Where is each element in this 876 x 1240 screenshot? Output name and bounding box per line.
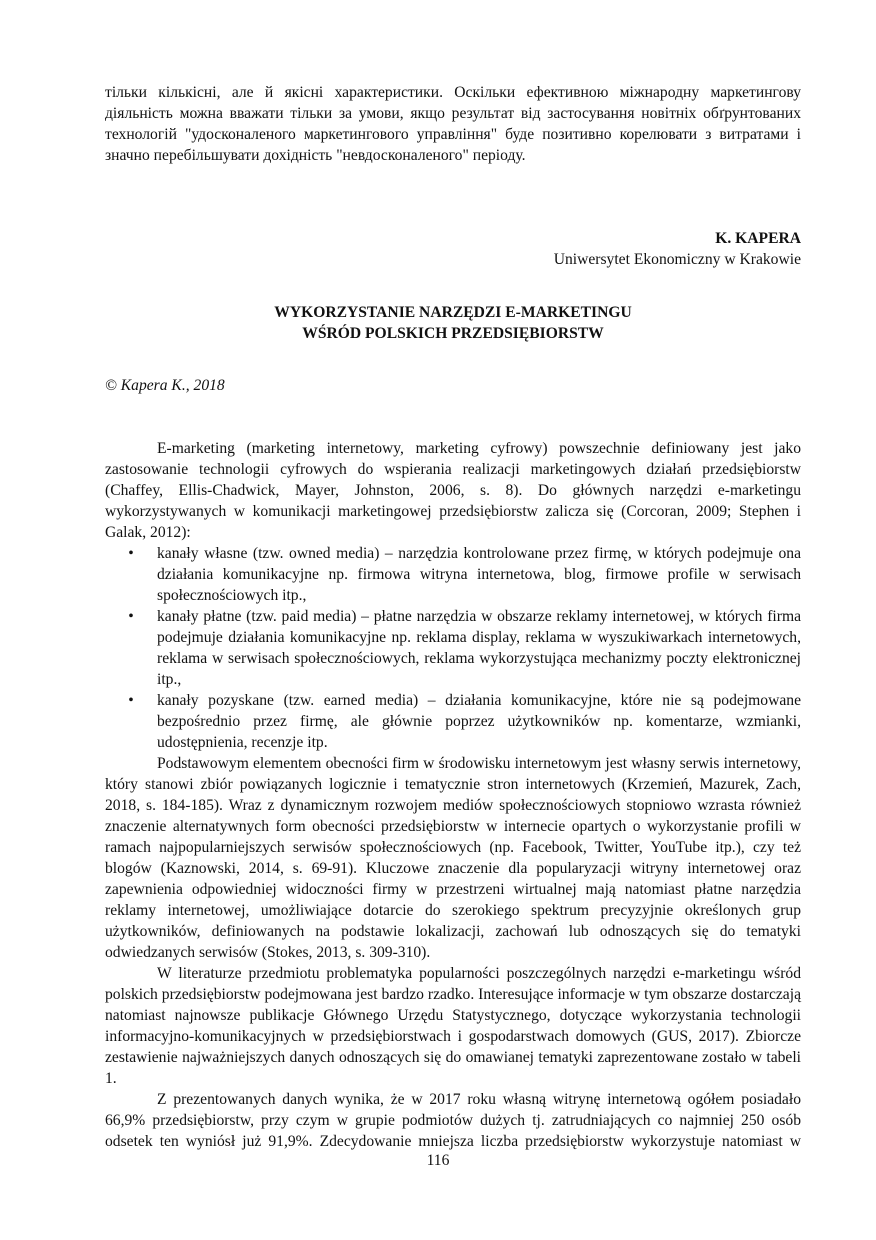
page-body xyxy=(105,82,801,1152)
author-affiliation: Uniwersytet Ekonomiczny w Krakowie xyxy=(553,251,801,268)
copyright-notice: © Kapera K., 2018 xyxy=(105,377,225,394)
author-block xyxy=(105,228,801,270)
list-item xyxy=(128,690,801,753)
previous-article-closing-paragraph: тільки кількісні, але й якісні характеристики. Оскільки ефективною міжнародну маркетингову діяльність можна вважати тільки за умови, якщо результат від застосування новітніх обґрунтованих технологій "удосконаленого маркетингового управління" буде позитивно корелювати з витратами і значно перебільшувати дохідність "невдосконаленого" періоду. xyxy=(105,84,801,164)
body-paragraph: Z prezentowanych danych wynika, że w 2017 roku własną witrynę internetową ogółem posiadało 66,9% przedsiębiorstw, przy czym w grupie podmiotów dużych tj. zatrudniających co najmniej 250 osób odsetek ten wyniósł już 91,9%. Zdecydowanie mniejsza liczba przedsiębiorstw wykorzystuje natomiast w xyxy=(105,1091,801,1150)
page-number: 116 xyxy=(426,1152,450,1169)
media-channels-list xyxy=(105,543,801,753)
bullet-icon: • xyxy=(128,608,134,625)
body-paragraph: Podstawowym elementem obecności firm w środowisku internetowym jest własny serwis internetowy, który stanowi zbiór powiązanych logicznie i tematycznie stron internetowych (Krzemień, Mazurek, Zach, 2018, s. 184-185). Wraz z dynamicznym rozwojem mediów społecznościowych stopniowo wzrasta również znaczenie alternatywnych form obecności przedsiębiorstw w internecie opartych o wykorzystanie profili w ramach najpopularniejszych serwisów społecznościowych (np. Facebook, Twitter, YouTube itp.), czy też blogów (Kaznowski, 2014, s. 69-91). Kluczowe znaczenie dla popularyzacji witryny internetowej oraz zapewnienia odpowiedniej widoczności firmy w przestrzeni wirtualnej mają natomiast płatne narzędzia reklamy internetowej, umożliwiające dotarcie do szerokiego spektrum precyzyjnie określonych grup użytkowników, definiowanych na podstawie lokalizacji, zachowań lub odnoszących się do tematyki odwiedzanych serwisów (Stokes, 2013, s. 309-310). xyxy=(105,755,801,961)
list-item xyxy=(128,606,801,690)
list-item-text: kanały pozyskane (tzw. earned media) – działania komunikacyjne, które nie są podejmowane bezpośrednio przez firmę, ale głównie poprzez użytkowników np. komentarze, wzmianki, udostępnienia, recenzje itp. xyxy=(157,692,801,751)
body-paragraph: W literaturze przedmiotu problematyka popularności poszczególnych narzędzi e-marketingu wśród polskich przedsiębiorstw podejmowana jest bardzo rzadko. Interesujące informacje w tym obszarze dostarczają natomiast najnowsze publikacje Głównego Urzędu Statystycznego, dotyczące wykorzystania technologii informacyjno-komunikacyjnych w przedsiębiorstwach i gospodarstwach domowych (GUS, 2017). Zbiorcze zestawienie najważniejszych danych odnoszących się do omawianej tematyki zaprezentowane zostało w tabeli 1. xyxy=(105,965,801,1087)
article-title xyxy=(105,302,801,344)
list-item-text: kanały płatne (tzw. paid media) – płatne narzędzia w obszarze reklamy internetowej, w których firma podejmuje działania komunikacyjne np. reklama display, reklama w wyszukiwarkach internetowych, reklama w serwisach społecznościowych, reklama wykorzystująca mechanizmy poczty elektronicznej itp., xyxy=(157,608,801,688)
list-item-text: kanały własne (tzw. owned media) – narzędzia kontrolowane przez firmę, w których podejmuje ona działania komunikacyjne np. firmowa witryna internetowa, blog, firmowe profile w serwisach społecznościowych itp., xyxy=(157,545,801,604)
author-name: K. KAPERA xyxy=(715,230,801,247)
intro-paragraph: E-marketing (marketing internetowy, marketing cyfrowy) powszechnie definiowany jest jako zastosowanie technologii cyfrowych do wspierania realizacji marketingowych działań przedsiębiorstw (Chaffey, Ellis-Chadwick, Mayer, Johnston, 2006, s. 8). Do głównych narzędzi e-marketingu wykorzystywanych w komunikacji marketingowej przedsiębiorstw zalicza się (Corcoran, 2009; Stephen i Galak, 2012): xyxy=(105,440,801,541)
bullet-icon: • xyxy=(128,545,134,562)
list-item xyxy=(128,543,801,606)
article-title-line-2: WŚRÓD POLSKICH PRZEDSIĘBIORSTW xyxy=(302,325,604,342)
article-title-line-1: WYKORZYSTANIE NARZĘDZI E-MARKETINGU xyxy=(274,304,632,321)
bullet-icon: • xyxy=(128,692,134,709)
